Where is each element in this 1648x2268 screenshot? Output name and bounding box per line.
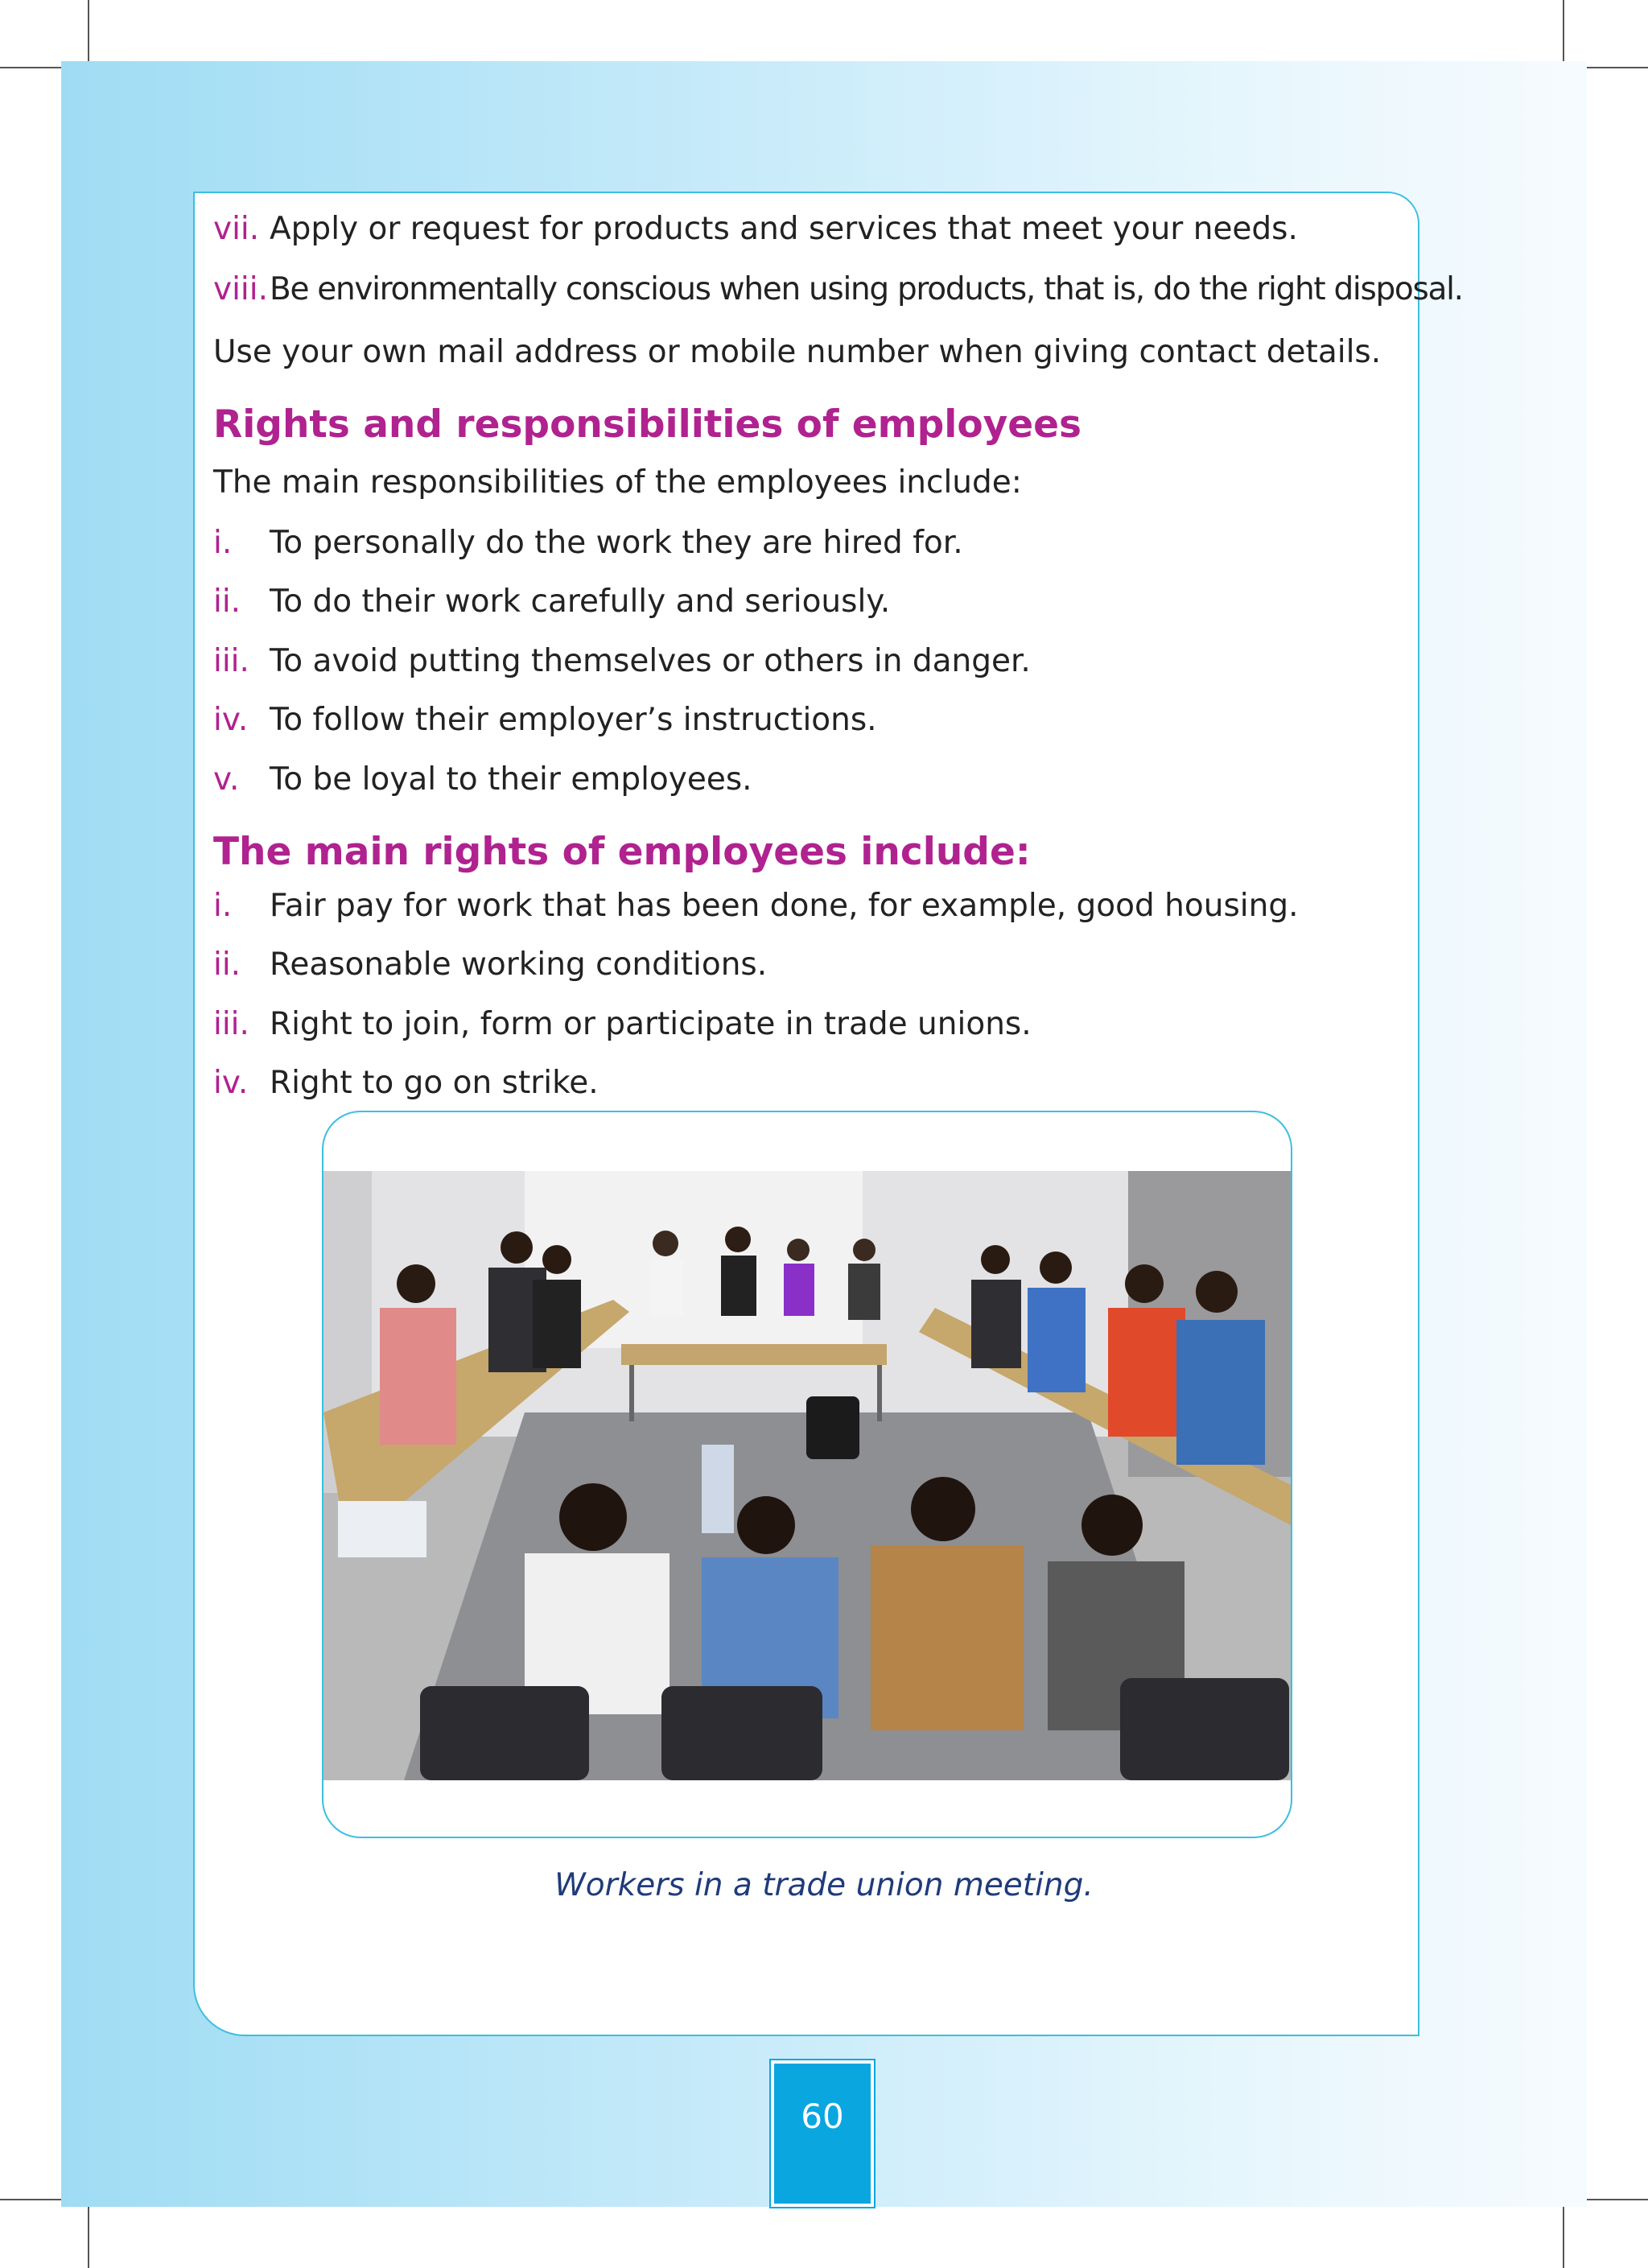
list-text: To follow their employer’s instructions. — [270, 702, 877, 738]
list-number: iii. — [213, 1006, 249, 1042]
list-text: Right to join, form or participate in trade unions. — [270, 1006, 1032, 1042]
list-text: Right to go on strike. — [270, 1065, 599, 1101]
list-text: Apply or request for products and services that meet your needs. — [270, 211, 1298, 247]
section-intro: The main responsibilities of the employees include: — [213, 464, 1022, 501]
list-number: iii. — [213, 643, 249, 679]
crop-mark — [1563, 2200, 1564, 2268]
list-number: iv. — [213, 702, 249, 738]
list-number: i. — [213, 525, 233, 561]
list-text: To be loyal to their employees. — [270, 761, 752, 798]
crop-mark — [0, 67, 64, 68]
section-heading-responsibilities: Rights and responsibilities of employees — [213, 402, 1082, 447]
list-text: To do their work carefully and seriously. — [270, 583, 891, 620]
list-number: ii. — [213, 946, 241, 983]
list-text: Fair pay for work that has been done, for example, good housing. — [270, 888, 1299, 924]
list-number: viii. — [213, 271, 268, 307]
list-number: v. — [213, 761, 240, 798]
list-number: vii. — [213, 211, 260, 247]
list-text: Be environmentally conscious when using products, that is, do the right disposal. — [270, 271, 1463, 307]
list-text: Reasonable working conditions. — [270, 946, 768, 983]
crop-mark — [0, 2199, 64, 2200]
contact-paragraph: Use your own mail address or mobile number when giving contact details. — [213, 334, 1382, 370]
list-text: To avoid putting themselves or others in danger. — [270, 643, 1031, 679]
trade-union-meeting-photo — [323, 1171, 1291, 1780]
crop-mark — [88, 2200, 89, 2268]
list-number: i. — [213, 888, 233, 924]
list-number: ii. — [213, 583, 241, 620]
crop-mark — [1584, 67, 1648, 68]
list-text: To personally do the work they are hired for. — [270, 525, 963, 561]
page-number: 60 — [801, 2097, 844, 2136]
crop-mark — [1563, 0, 1564, 68]
section-heading-rights: The main rights of employees include: — [213, 830, 1031, 874]
figure-caption: Workers in a trade union meeting. — [554, 1867, 1094, 1903]
list-number: iv. — [213, 1065, 249, 1101]
crop-mark — [1584, 2199, 1648, 2200]
crop-mark — [88, 0, 89, 68]
